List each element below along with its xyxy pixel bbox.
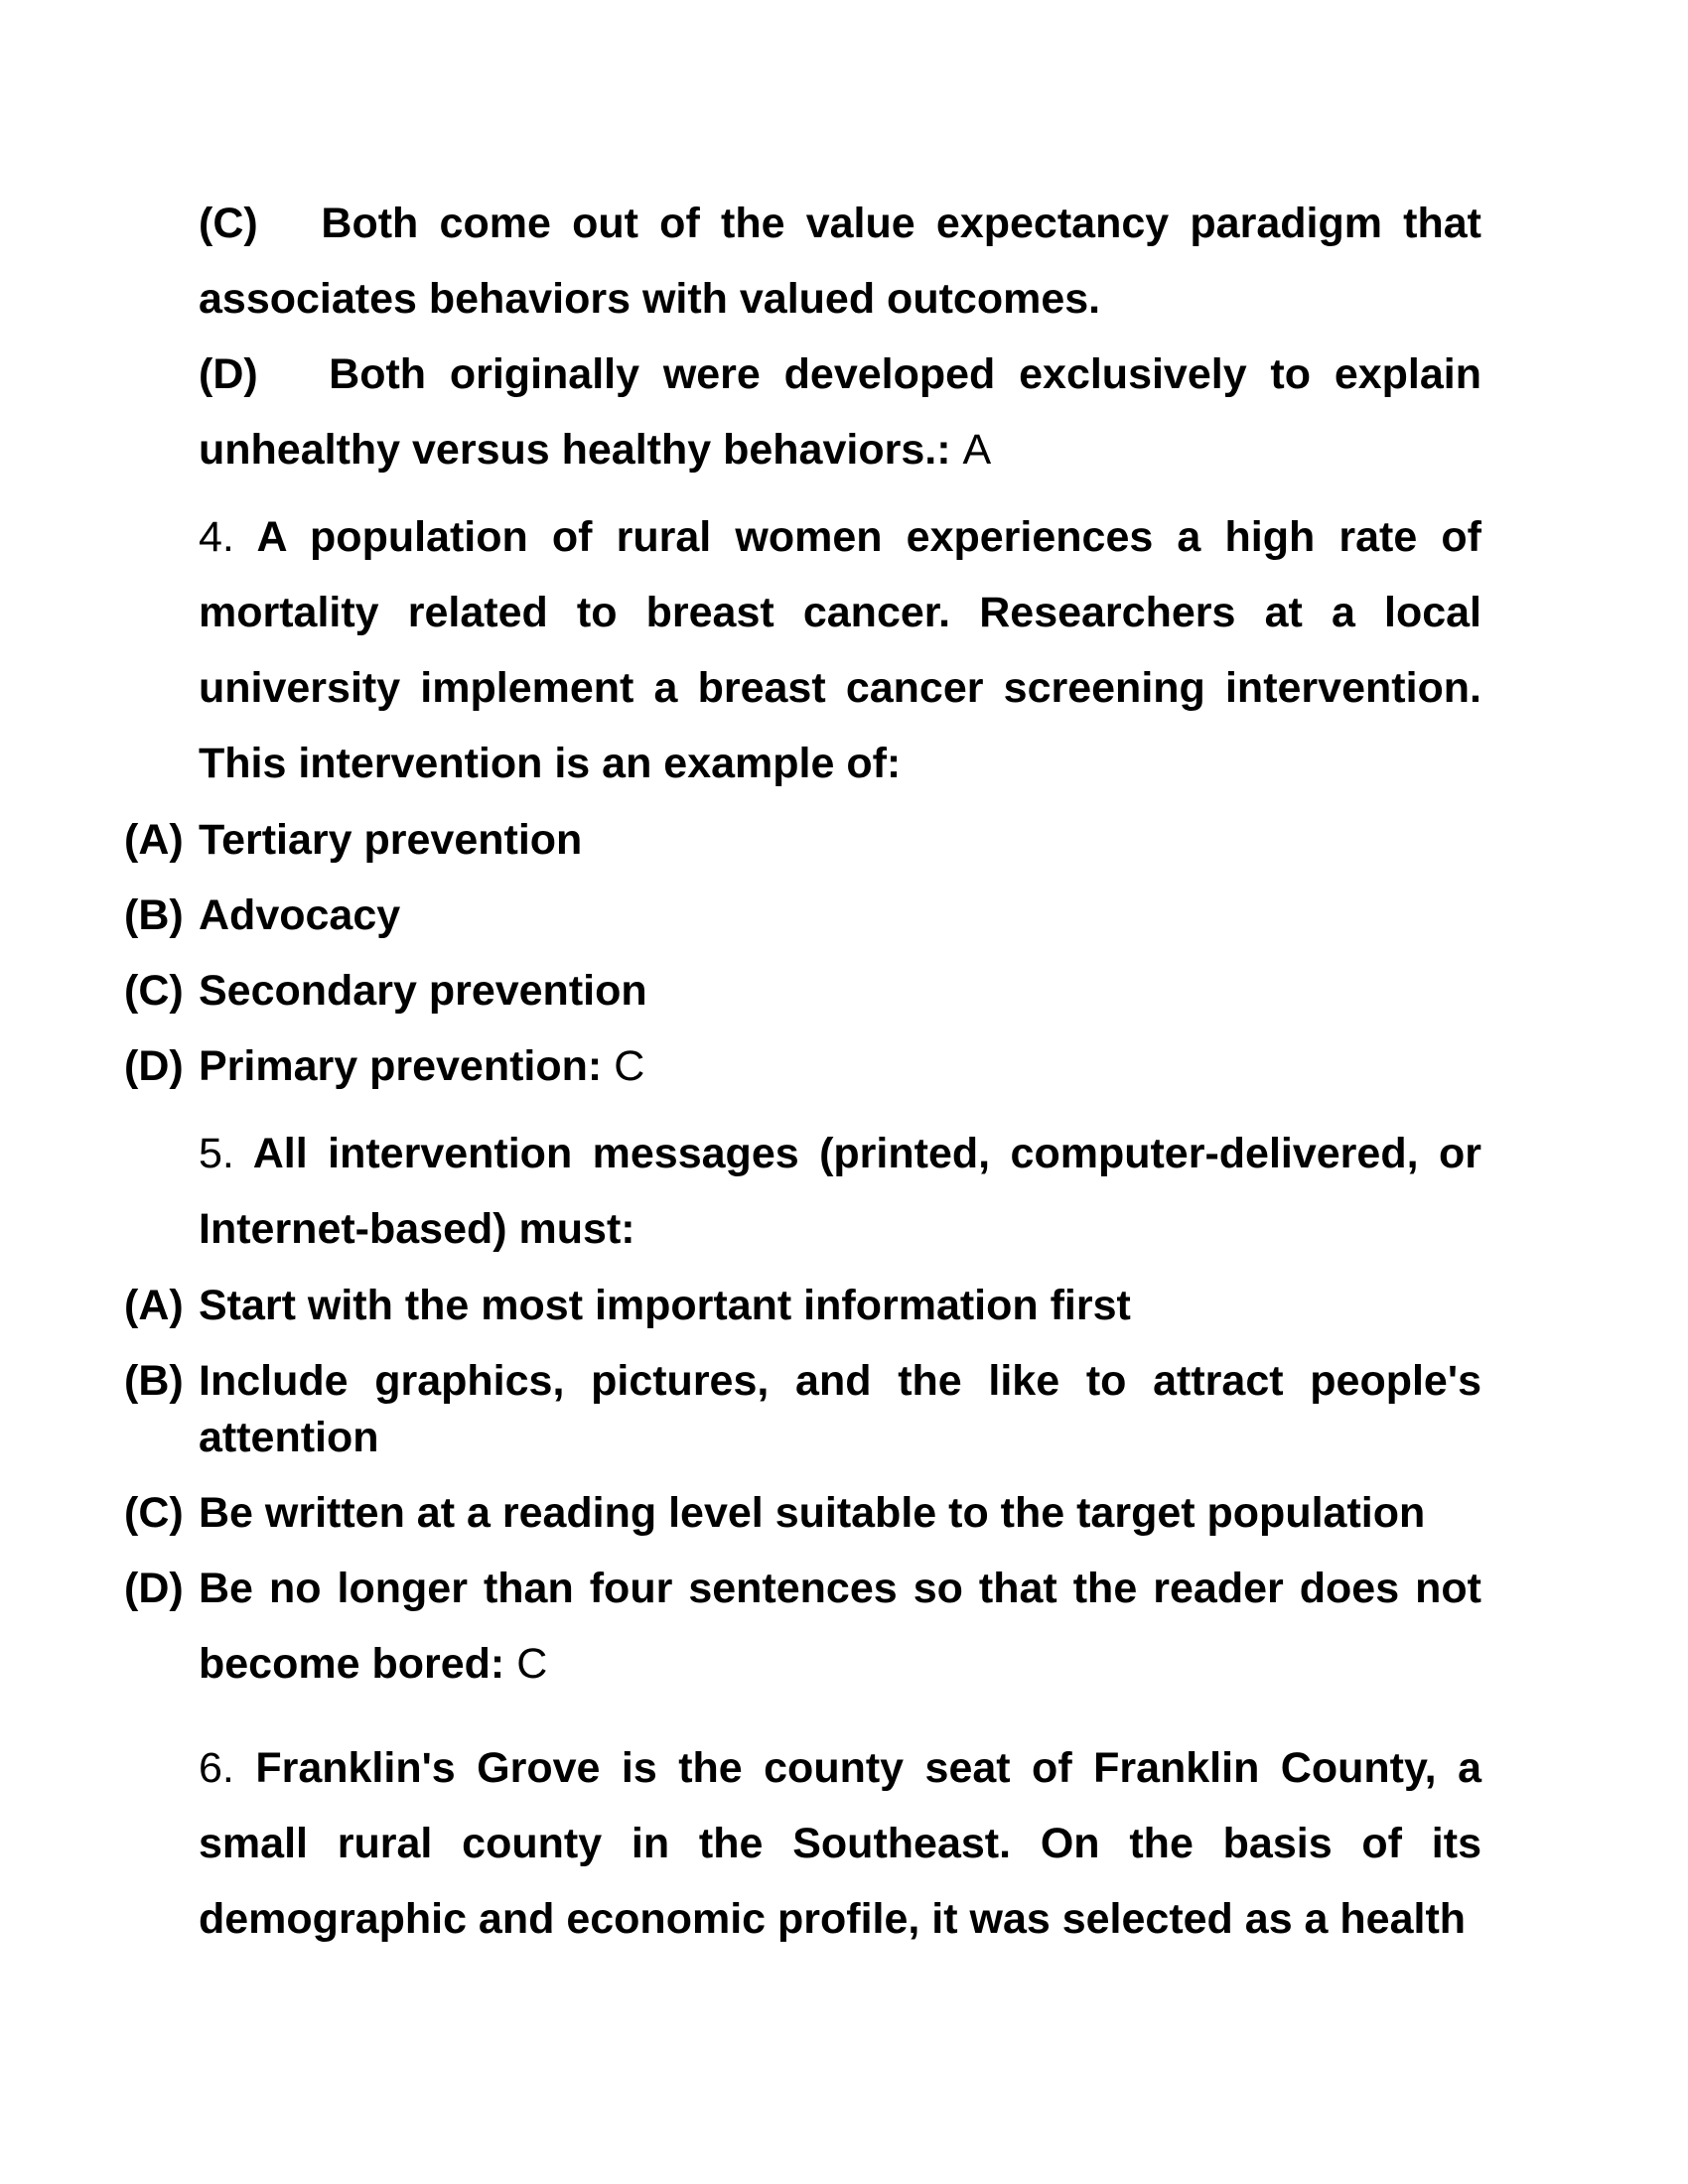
q3-option-c [199, 186, 1481, 337]
q6-stem [199, 1730, 1481, 1957]
q5-option-a-label: (A) [124, 1282, 184, 1329]
q4-option-b-label: (B) [124, 891, 184, 939]
q4-stem [199, 499, 1481, 801]
q3-answer: A [962, 426, 992, 474]
q5-option-a-text: Start with the most important information first [199, 1282, 1131, 1329]
q4-option-b-text: Advocacy [199, 891, 401, 939]
q4-option-d [124, 1028, 1481, 1104]
q4-option-a-text: Tertiary prevention [199, 816, 583, 864]
q5-option-d-wrap [199, 1551, 1481, 1702]
q3-option-c-text: Both come out of the value expectancy paradigm that associates behaviors with valued outcomes. [199, 200, 1481, 323]
q5-option-b-text: Include graphics, pictures, and the like to attract people's attention [199, 1357, 1481, 1461]
q5-options [124, 1268, 1481, 1702]
q5-option-b-label: (B) [124, 1357, 184, 1405]
q3-option-d-text: Both originally were developed exclusively to explain unhealthy versus healthy behaviors.: [199, 350, 1481, 474]
q4-option-a [124, 802, 1481, 878]
q4-option-d-label: (D) [124, 1042, 184, 1090]
q3-option-d [199, 337, 1481, 487]
q5-option-a [124, 1268, 1481, 1343]
q3-option-c-label: (C) [199, 200, 258, 247]
q5-stem-text: All intervention messages (printed, computer-delivered, or Internet-based) must: [199, 1130, 1481, 1253]
q5-option-c [124, 1475, 1481, 1551]
q5-number: 5. [199, 1130, 234, 1177]
q5-option-c-text: Be written at a reading level suitable to the target population [199, 1489, 1426, 1537]
q4-number: 4. [199, 513, 234, 561]
q4-option-d-wrap [199, 1028, 1481, 1104]
q5-option-d [124, 1551, 1481, 1702]
q5-stem [199, 1116, 1481, 1267]
q6-number: 6. [199, 1744, 234, 1792]
q4-option-a-label: (A) [124, 816, 184, 864]
q4-option-d-text: Primary prevention: [199, 1042, 603, 1090]
q4-option-c [124, 953, 1481, 1028]
q4-option-c-label: (C) [124, 967, 184, 1015]
q5-option-d-label: (D) [124, 1565, 184, 1612]
q5-option-c-label: (C) [124, 1489, 184, 1537]
q5-option-d-text: Be no longer than four sentences so that the reader does not become bored: [199, 1565, 1481, 1688]
q4-stem-text: A population of rural women experiences a high rate of mortality related to breast cancer. Researchers at a local university implement a breast cancer screening intervention. This intervention is an example of: [199, 513, 1481, 787]
q4-answer: C [614, 1042, 645, 1090]
q5-option-b [124, 1343, 1481, 1475]
q4-option-b [124, 878, 1481, 953]
q4-option-c-text: Secondary prevention [199, 967, 647, 1015]
q3-option-d-label: (D) [199, 350, 258, 398]
q5-answer: C [516, 1640, 548, 1688]
q4-options [124, 802, 1481, 1104]
q6-stem-text: Franklin's Grove is the county seat of Franklin County, a small rural county in the Southeast. On the basis of its demographic and economic profile, it was selected as a health [199, 1744, 1481, 1943]
